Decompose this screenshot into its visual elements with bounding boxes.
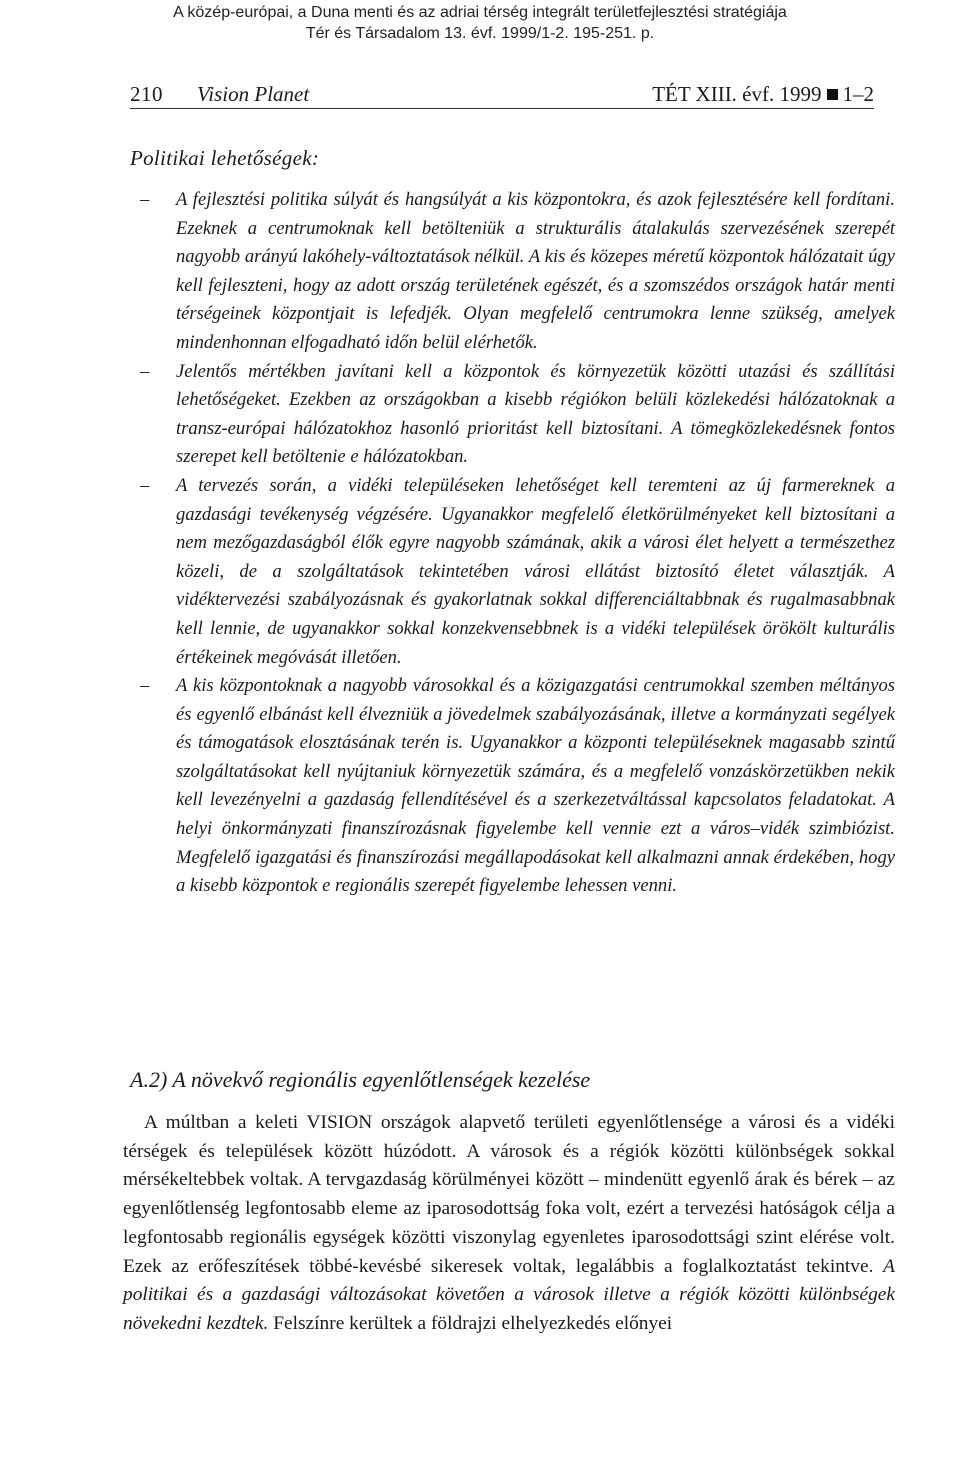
running-head-title: Vision Planet xyxy=(197,82,310,106)
paragraph-italic-text: A politikai és a gazdasági változásokat követően a városok illetve a régiók közötti különbségek növekedni kezdtek. xyxy=(123,1255,895,1334)
source-banner xyxy=(0,2,960,44)
running-head-left xyxy=(130,80,309,108)
journal-issue: TÉT XIII. évf. 1999 xyxy=(652,82,822,106)
paragraph-tail-text: Felszínre kerültek a földrajzi elhelyezkedés előnyei xyxy=(273,1312,673,1334)
running-head xyxy=(130,80,874,109)
list-item xyxy=(140,358,895,472)
journal-number: 1–2 xyxy=(842,82,874,106)
dash-marker: – xyxy=(140,189,150,210)
list-item-text: A fejlesztési politika súlyát és hangsúlyát a kis központokra, és azok fejlesztésére kell fordítani. Ezeknek a centrumoknak kell betölteniük a strukturális átalakulás szervezésének szerepét nagyobb arányú lakóhely-változtatások nélkül. A kis és közepes méretű központok hálózatait úgy kell fejleszteni, hogy az adott ország területének egészét, és a szomszédos országok határ menti térségeinek központjait is lefedjék. Olyan megfelelő centrumokra lenne szükség, amelyek mindenhonnan elfogadható időn belül elérhetők. xyxy=(176,189,895,353)
running-head-right xyxy=(652,80,874,108)
list-item xyxy=(140,472,895,672)
banner-citation: Tér és Társadalom 13. évf. 1999/1-2. 195-251. p. xyxy=(305,25,655,42)
banner-title: A közép-európai, a Duna menti és az adriai térség integrált területfejlesztési stratégiája xyxy=(173,4,787,21)
body-paragraph xyxy=(123,1109,895,1339)
list-item-text: A tervezés során, a vidéki településeken lehetőséget kell teremteni az új farmereknek a gazdasági tevékenység végzésére. Ugyanakkor megfelelő életkörülményeket kell biztosítani a nem mezőgazdaságból élők egyre nagyobb számának, akik a városi élet helyett a természethez közeli, de a szolgáltatások tekintetében városi ellátást biztosító életet választják. A vidéktervezési szabályozásnak és gyakorlatnak sokkal differenciáltabbnak és rugalmasabbnak kell lennie, de ugyanakkor sokkal konzekvensebbnek is a vidéki települések örökölt kulturális értékeinek megóvását illetően. xyxy=(176,474,895,668)
page-number: 210 xyxy=(130,82,163,106)
dash-marker: – xyxy=(140,360,150,382)
dash-marker: – xyxy=(140,474,150,496)
list-item xyxy=(140,186,895,358)
list-item-text: A kis központoknak a nagyobb városokkal és a közigazgatási centrumokkal szemben méltányos és egyenlő elbánást kell élvezniük a jövedelmek szabályozásának, illetve a kormányzati segélyek és támogatások elosztásának terén is. Ugyanakkor a központi településeknek magasabb szintű szolgáltatásokat kell nyújtaniuk környezetük számára, és a megfelelő vonzáskörzetükben nekik kell levezényelni a gazdaság fellendítésével és a szerkezetváltással kapcsolatos feladatokat. A helyi önkormányzati finanszírozásnak figyelembe kell vennie ezt a város–vidék szimbiózist. Megfelelő igazgatási és finanszírozási megállapodásokat kell alkalmazni annak érdekében, hogy a kisebb központok e regionális szerepét figyelembe lehessen venni. xyxy=(176,675,895,897)
dash-marker: – xyxy=(140,675,150,697)
paragraph-text: A múltban a keleti VISION országok alapvető területi egyenlőtlensége a városi és a vidéki térségek és települések között húzódott. A városok és a régiók közötti különbségek sokkal mérsékeltebbek voltak. A tervgazdaság körülményei között – mindenütt egyenlő árak és bérek – az egyenlőtlenség legfontosabb eleme az iparosodottság foka volt, ezért a tervezési hatóságok célja a legfontosabb regionális egységek közötti viszonylag egyenletes iparosodottsági szint elérése volt. Ezek az erőfeszítések többé-kevésbé sikeresek voltak, legalábbis a foglalkoztatást tekintve. xyxy=(123,1112,895,1277)
section-heading: A.2) A növekvő regionális egyenlőtlenségek kezelése xyxy=(130,1067,591,1092)
black-square-icon xyxy=(827,89,838,100)
subheading: Politikai lehetőségek: xyxy=(130,146,320,170)
list-item-text: Jelentős mértékben javítani kell a központok és környezetük közötti utazási és szállítási lehetőségeket. Ezekben az országokban a kisebb régiókon belüli közlekedési hálózatoknak a transz-európai hálózatokhoz hasonló prioritást kell biztosítani. A tömegközlekedésnek fontos szerepet kell betöltenie e hálózatokban. xyxy=(176,360,895,468)
bullet-list xyxy=(140,186,895,901)
list-item xyxy=(140,672,895,901)
